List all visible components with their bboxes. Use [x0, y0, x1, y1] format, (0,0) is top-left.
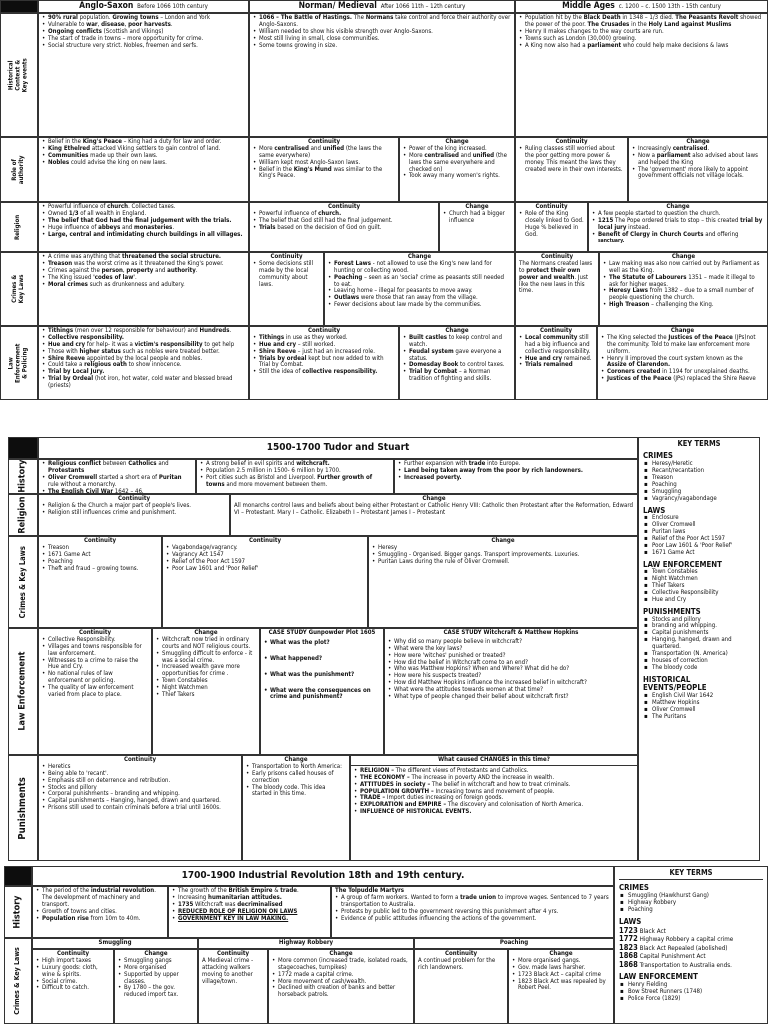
industrial-section: [0, 866, 768, 1024]
middle-crimes-continuity: Continuity The Normans created laws to protect their own power and wealth. Just like the new laws in this time.: [515, 252, 599, 326]
poaching-header: Poaching: [414, 938, 614, 949]
row-label-religion: Religion: [0, 202, 38, 252]
corner-cell: [0, 0, 38, 13]
key-terms-panel: KEY TERMS CRIMES ▪ Heresy/Heretic ▪ Recant/recantation ▪ Treason ▪ Poaching ▪ Smuggling ▪ Vagrancy/vagabondage LAWS ▪ Enclosure ▪ Oliver Cromwell ▪ Puritan laws ▪ Relief of the Poor Act 1597 ▪ Poor Law 1601 & 'Poor Relief' ▪ 1671 Game Act LAW ENFORCEMENT ▪ Town Constables ▪ Night Watchmen ▪ Thief Takers ▪ Collective Responsibility ▪ Hue and Cry PUNISHMENTS ▪ Stocks and pillory ▪ branding and whipping. ▪ Capital punishments ▪ Hanging, hanged, drawn and quartered. ▪ Transportation (N. America) ▪ houses of correction ▪ The bloody code HISTORICAL EVENTS/PEOPLE ▪ English Civil War 1642 ▪ Matthew Hopkins ▪ Oliver Cromwell ▪ The Puritans: [638, 437, 760, 861]
norman-history: • 1066 – The Battle of Hastings. The Normans take control and force their authority over Anglo-Saxons. • William needed to show his visible strength over Anglo-Saxons. • Most still living in small, close communities. • Some towns growing in size.: [249, 13, 515, 137]
norman-authority-change: Change • Power of the king increased. • More centralised and unified (the laws the same everywhere and checked on) • Took away many women's rights.: [399, 137, 515, 202]
anglo-saxon-religion: • Powerful influence of church. Collected taxes. • Owned 1/3 of all wealth in England. • The belief that God had the final judgement with the trials. • Huge influence of abbeys and monasteries. • Large, central and intimidating church buildings in all villages.: [38, 202, 249, 252]
tudor-religion-continuity: Continuity • Religion & the Church a major part of people's lives. • Religion still influences crime and punishment.: [38, 494, 230, 536]
tudor-religion-change: Change All monarchs control laws and beliefs about being either Protestant or Catholic Henry VIII: Catholic then Protestant after the Reformation, Edward VI – Protestant. Mary I – Catholic. Elizabeth I – Protestant James I – Protestant: [230, 494, 638, 536]
middle-authority-change: Change • Increasingly centralised. • Now a parliament also advised about laws and helped the King • The 'government' more likely to appoint government officials not village locals.: [628, 137, 768, 202]
row-label-law-enforcement: Law Enforcement & Policing: [0, 326, 38, 400]
medieval-section: [0, 0, 768, 400]
row-label-historical-context: Historical Context & Key events: [0, 13, 38, 137]
tudor-history-2: • A strong belief in evil spirits and witchcraft. • Population 2.5 million in 1500- 6 million by 1700. • Port cities such as Bristol and Liverpool. Further growth of towns and more movement between them.: [196, 459, 394, 494]
key-terms-laws: ▪ Enclosure ▪ Oliver Cromwell ▪ Puritan laws ▪ Relief of the Poor Act 1597 ▪ Poor Law 1601 & 'Poor Relief' ▪ 1671 Game Act: [643, 515, 755, 556]
tudor-crimes-change: Change • Heresy • Smuggling - Organised. Bigger gangs. Transport improvements. Luxuries. • Puritan Laws during the rule of Oliver Cromwell.: [368, 536, 638, 628]
middle-authority-continuity: Continuity • Ruling classes still worried about the poor getting more power & money. This meant the laws they created were in their own interests.: [515, 137, 628, 202]
corner-cell-2: [8, 437, 38, 459]
anglo-saxon-history: [38, 13, 249, 137]
tudor-stuart-section: [0, 437, 768, 861]
industrial-history-1: • The period of the industrial revolution. The development of machinery and transport. • Growth of towns and cities. • Population rise from 10m to 40m.: [32, 886, 168, 938]
key-terms-punishments: ▪ Stocks and pillory ▪ branding and whipping. ▪ Capital punishments ▪ Hanging, hanged, drawn and quartered. ▪ Transportation (N. America) ▪ houses of correction ▪ The bloody code: [643, 617, 755, 672]
anglo-saxon-crimes: • A crime was anything that threatened the social structure. • Treason was the worst crime as it threatened the King's power. • Crimes against the person, property and authority. • The King issued 'codes of law'. • Moral crimes such as drunkenness and adultery.: [38, 252, 249, 326]
norman-crimes-change: Change • Forest Laws - not allowed to use the King's new land for hunting or collecting wood. • Poaching – seen as an 'social' crime as peasants still needed to eat. • Leaving home – illegal for peasants to move away. • Outlaws were those that ran away from the village. • Fewer decisions about law made by the communities.: [324, 252, 515, 326]
highway-robbery-header: Highway Robbery: [198, 938, 414, 949]
norman-enforcement-change: Change • Built castles to keep control and watch. • Feudal system gave everyone a status. • Domesday Book to control taxes. • Trial by Combat – a Norman tradition of fighting and skills.: [399, 326, 515, 400]
key-terms-panel-2: KEY TERMS CRIMES ▪ Smuggling (Hawkhurst Gang) ▪ Highway Robbery ▪ Poaching LAWS 1723 Black Act 1772 Highway Robbery a capital crime 1823 Black Act Repealed (abolished) 1868 Capital Punishment Act 1868 Transportation to Australia ends. LAW ENFORCEMENT ▪ Henry Fielding ▪ Bow Street Runners (1748) ▪ Police Force (1829): [614, 866, 768, 1024]
industrial-title: 1700-1900 Industrial Revolution 18th and 19th century.: [32, 866, 614, 886]
tudor-crimes-continuity-1: Continuity • Treason • 1671 Game Act • Poaching • Theft and fraud – growing towns.: [38, 536, 162, 628]
industrial-row-history: History: [4, 886, 32, 938]
anglo-saxon-history-list: • 90% rural population. Growing towns – London and York • Vulnerable to war, disease, poor harvests. • Ongoing conflicts (Scottish and Vikings) • The start of trade in towns – more opportunity for crime. • Social structure very strict. Nobles, freemen and serfs.: [42, 15, 245, 49]
tudor-row-crimes: Crimes & Key Laws: [8, 536, 38, 628]
industrial-history-2: • The growth of the British Empire & trade. • Increasing humanitarian attitudes. • 1735 Witchcraft was decriminalised • REDUCED ROLE OF RELIGION ON LAWS • GOVERNMENT KEY IN LAW MAKING.: [168, 886, 331, 938]
norman-religion-continuity: Continuity • Powerful influence of church. • The belief that God still had the final judgement. • Trials based on the decision of God on guilt.: [249, 202, 439, 252]
norman-authority-continuity: Continuity • More centralised and unified (the laws the same everywhere) • William kept most Anglo-Saxon laws. • Belief in the King's Mund was similar to the King's Peace.: [249, 137, 399, 202]
middle-religion-continuity: Continuity • Role of the King closely linked to God. Huge % believed in God.: [515, 202, 588, 252]
smuggling-continuity: Continuity • High import taxes • Luxury goods: cloth, wine & spirits. • Social crime. • Difficult to catch.: [32, 949, 114, 1024]
middle-ages-header: Middle Ages c. 1200 – c. 1500 13th - 15th century: [515, 0, 768, 13]
middle-crimes-change: Change • Law making was also now carried out by Parliament as well as the King. • The Statute of Labourers 1351 – made it illegal to ask for higher wages. • Heresy Laws from 1382 – due to a small number of people questioning the church. • High Treason – challenging the King.: [599, 252, 768, 326]
poaching-change: Change • More organised gangs. • Gov. made laws harsher. • 1723 Black Act – capital crime • 1823 Black Act was repealed by Robert Peel.: [508, 949, 614, 1024]
norman-enforcement-continuity: Continuity • Tithings in use as they worked. • Hue and cry – still worked. • Shire Reeve – just had an increased role. • Trials by ordeal kept but now added to with Trial by Combat. • Still the idea of collective responsibility.: [249, 326, 399, 400]
tudor-punishments-continuity: Continuity • Heretics • Being able to 'recant'. • Emphasis still on deterrence and retribution. • Stocks and pillory • Corporal punishments – branding and whipping. • Capital punishments – Hanging, hanged, drawn and quartered. • Prisons still used to contain criminals before a trial until 1600s.: [38, 755, 242, 861]
tudor-enforcement-change: Change • Witchcraft now tried in ordinary courts and NOT religious courts. • Smuggling difficult to enforce - it was a social crime. • Increased wealth gave more opportunities for crime . • Town Constables • Night Watchmen • Thief Takers: [152, 628, 260, 755]
highway-change: Change • More common (increased trade, isolated roads, stagecoaches, turnpikes) • 1772 made a capital crime. • More movement of cash/wealth. • Declined with creation of banks and better horseback patrols.: [268, 949, 414, 1024]
norman-header: Norman/ Medieval After 1066 11th – 12th century: [249, 0, 515, 13]
anglo-saxon-enforcement: • Tithings (men over 12 responsible for behaviour) and Hundreds. • Collective responsibility. • Hue and cry for help- it was a victim's responsibility to get help • Those with higher status such as nobles were treated better. • Shire Reeve appointed by the local people and nobles. • Could take a religious oath to show innocence. • Trial by Local Jury. • Trial by Ordeal (hot iron, hot water, cold water and blessed bread (priests): [38, 326, 249, 400]
anglo-saxon-header: Anglo-Saxon Before 1066 10th century: [38, 0, 249, 13]
middle-religion-change: Change • A few people started to question the church. • 1215 The Pope ordered trials to stop – this created trial by local jury instead. • Benefit of Clergy in Church Courts and offering sanctuary.: [588, 202, 768, 252]
tudor-punishments-change: Change • Transportation to North America: • Early prisons called houses of correction • The bloody code. This idea started in this time.: [242, 755, 350, 861]
key-terms-laws-2: 1723 Black Act 1772 Highway Robbery a capital crime 1823 Black Act Repealed (abolished) 1868 Capital Punishment Act 1868 Transportation to Australia ends.: [619, 925, 734, 969]
corner-cell-3: [4, 866, 32, 886]
tudor-crimes-continuity-2: Continuity • Vagabondage/vagrancy. • Vagrancy Act 1547 • Relief of the Poor Act 1597 • Poor Law 1601 and 'Poor Relief': [162, 536, 368, 628]
tudor-row-enforcement: Law Enforcement: [8, 628, 38, 755]
norman-crimes-continuity: Continuity • Some decisions still made by the local community about laws.: [249, 252, 324, 326]
middle-enforcement-change: Change • The King selected the Justices of the Peace (JPs)not the community. Told to make law enforcement more uniform. • Henry II improved the court system known as the Assize of Clarendon. • Coroners created in 1194 for unexplained deaths. • Justices of the Peace (JPs) replaced the Shire Reeve: [597, 326, 768, 400]
key-terms-crimes: ▪ Heresy/Heretic ▪ Recant/recantation ▪ Treason ▪ Poaching ▪ Smuggling ▪ Vagrancy/vagabondage: [643, 461, 755, 502]
smuggling-change: Change • Smuggling gangs • More organised • Supported by upper classes. • By 1780 – the gov. reduced import tax.: [114, 949, 198, 1024]
tudor-history-1: • Religious conflict between Catholics and Protestants • Oliver Cromwell started a short era of Puritan rule without a monarchy. • The English Civil War 1642 – 46.: [38, 459, 196, 494]
tudor-row-religion: Religion: [8, 494, 38, 536]
highway-continuity: Continuity A Medieval crime - attacking walkers moving to another village/town.: [198, 949, 268, 1024]
row-label-crimes: Crimes & Key Laws: [0, 252, 38, 326]
anglo-saxon-authority: • Belief in the King's Peace – King had a duty for law and order. • King Ethelred attacked Viking settlers to gain control of land. • Communities made up their own laws. • Nobles could advise the king on new laws.: [38, 137, 249, 202]
tudor-row-punishments: Punishments: [8, 755, 38, 861]
poaching-continuity: Continuity A continued problem for the rich landowners.: [414, 949, 508, 1024]
smuggling-header: Smuggling: [32, 938, 198, 949]
key-terms-enforcement: ▪ Town Constables ▪ Night Watchmen ▪ Thief Takers ▪ Collective Responsibility ▪ Hue and Cry: [643, 569, 755, 603]
middle-ages-history: • Population hit by the Black Death in 1348 – 1/3 died. The Peasants Revolt showed the power of the poor. The Crusades in the Holy Land against Muslims • Henry II makes changes to the way courts are run. • Towns such as London (30,000) growing. • A King now also had a parliament who could help make decisions & laws: [515, 13, 768, 137]
tudor-enforcement-continuity: Continuity • Collective Responsibility. • Villages and towns responsible for law enforcement. • Witnesses to a crime to raise the Hue and Cry. • No national rules of law enforcement or policing. • The quality of law enforcement varied from place to place.: [38, 628, 152, 755]
witchcraft-case-study: CASE STUDY Witchcraft & Matthew Hopkins • Why did so many people believe in witchcraft? • What were the key laws? • How were 'witches' punished or treated? • How did the belief in Witchcraft come to an end? • Who was Matthew Hopkins? When and Where? What did he do? • How were his suspects treated? • How did Matthew Hopkins influence the increased belief in witchcraft? • What were the attitudes towards women at that time? • What type of people changed their belief about witchcraft first?: [384, 628, 638, 755]
tudor-history-3: • Further expansion with trade into Europe. • Land being taken away from the poor by rich landowners. • Increased poverty.: [394, 459, 638, 494]
key-terms-history: ▪ English Civil War 1642 ▪ Matthew Hopkins ▪ Oliver Cromwell ▪ The Puritans: [643, 693, 755, 721]
causes-of-change: What caused CHANGES in this time? • RELIGION – The different views of Protestants and Catholics. • THE ECONOMY – The increase in poverty AND the increase in wealth. • ATTITUDES in society – The belief in witchcraft and how to treat criminals. • POPULATION GROWTH – Increasing towns and movement of people. • TRADE – Import duties increasing on foreign goods. • EXPLORATION and EMPIRE – The discovery and colonisation of North America. • INFLUENCE OF HISTORICAL EVENTS.: [350, 755, 638, 861]
middle-enforcement-continuity: Continuity • Local community still had a big influence and collective responsibility. • Hue and cry remained. • Trials remained: [515, 326, 597, 400]
industrial-row-crimes: Crimes & Key Laws: [4, 938, 32, 1024]
gunpowder-plot-case-study: CASE STUDY Gunpowder Plot 1605 • What was the plot? • What happened? • What was the punishment? • What were the consequences on crime and punishment?: [260, 628, 384, 755]
row-label-role-of-authority: Role of authority: [0, 137, 38, 202]
tudor-row-history: History: [8, 459, 38, 494]
tolpuddle-martyrs: The Tolpuddle Martyrs • A group of farm workers. Wanted to form a trade union to improve wages. Sentenced to 7 years transportation to Australia. • Protests by public led to the government reversing this punishment after 4 yrs. • Evidence of public attitudes influencing the actions of the government.: [331, 886, 614, 938]
norman-religion-change: Change • Church had a bigger influence: [439, 202, 515, 252]
tudor-title: 1500-1700 Tudor and Stuart: [38, 437, 638, 459]
